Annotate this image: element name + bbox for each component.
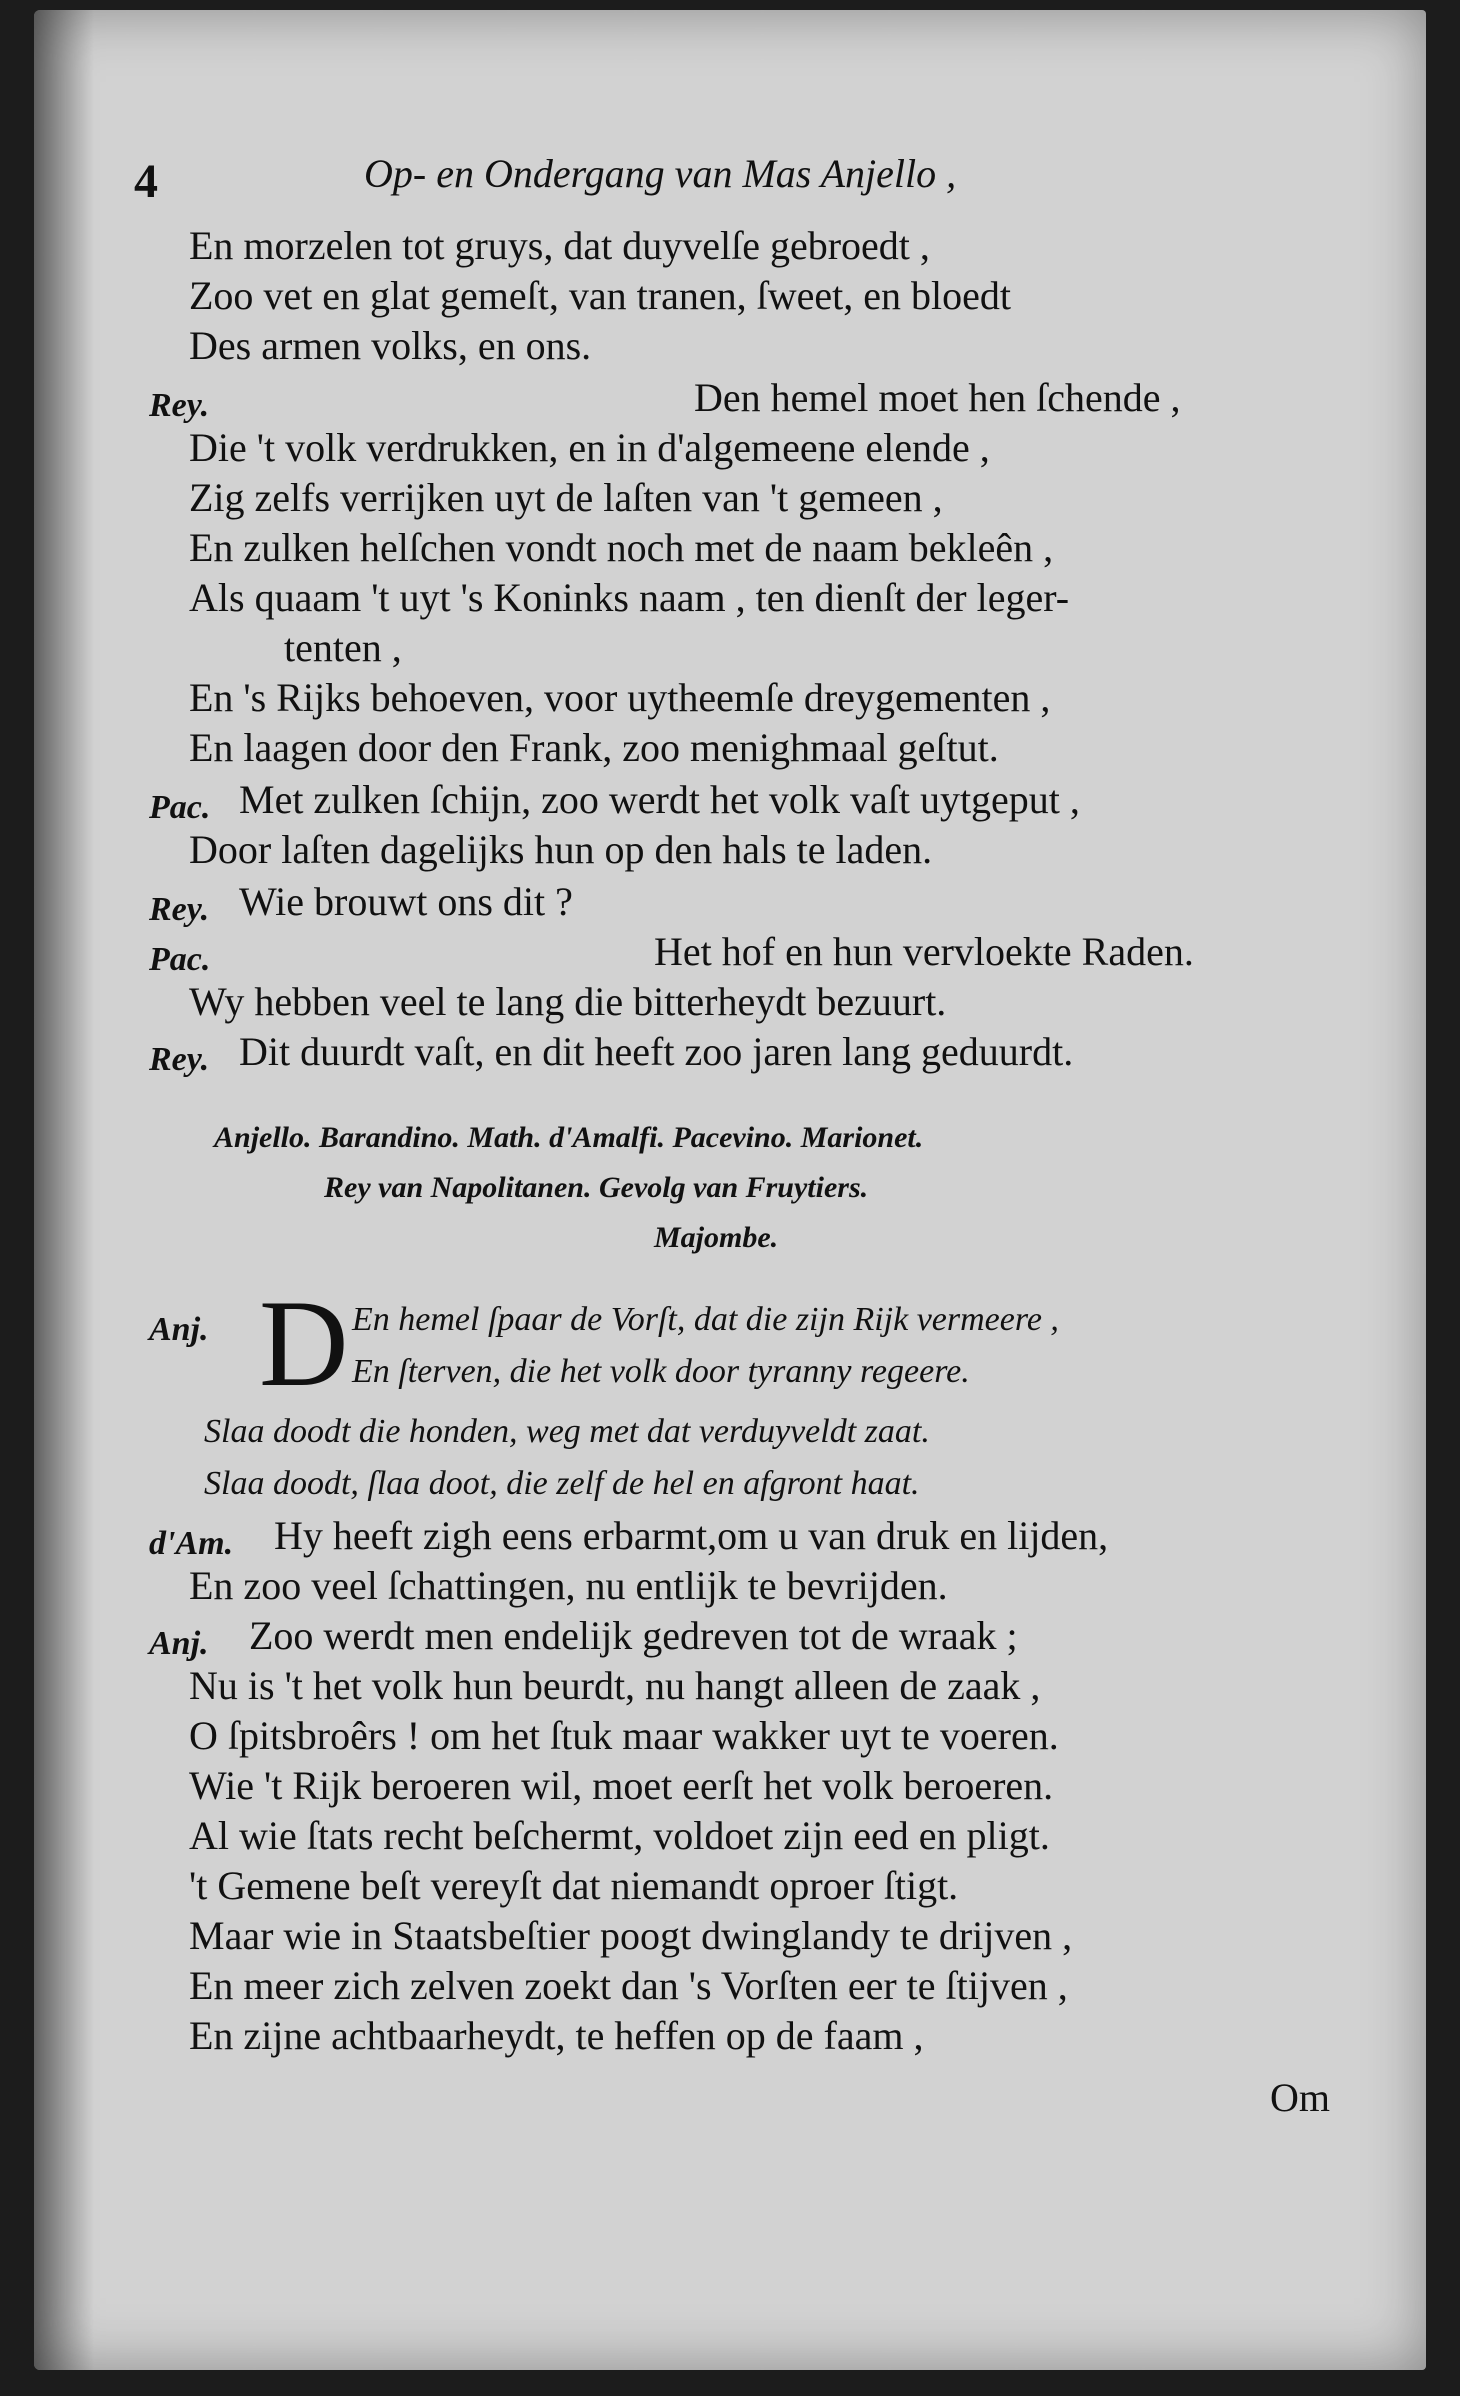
verse-line: Door laſten dagelijks hun op den hals te laden. <box>189 827 933 872</box>
verse-line: Maar wie in Staatsbeſtier poogt dwinglandy te drijven , <box>189 1913 1073 1958</box>
verse-line: Slaa doodt die honden, weg met dat verduyveldt zaat. <box>204 1413 930 1450</box>
cast-list-line: Majombe. <box>654 1221 779 1254</box>
verse-line: En 's Rijks behoeven, voor uytheemſe dreygementen , <box>189 675 1051 720</box>
verse-line: Zoo werdt men endelijk gedreven tot de wraak ; <box>249 1613 1018 1658</box>
verse-line: Hy heeft zigh eens erbarmt,om u van druk en lijden, <box>274 1513 1109 1558</box>
speaker-label: Pac. <box>149 789 211 826</box>
verse-line: 't Gemene beſt vereyſt dat niemandt oproer ſtigt. <box>189 1863 959 1908</box>
verse-line: Het hof en hun vervloekte Raden. <box>654 929 1194 974</box>
verse-line: Den hemel moet hen ſchende , <box>694 375 1181 420</box>
book-page <box>34 10 1426 2370</box>
verse-line: Des armen volks, en ons. <box>189 323 592 368</box>
verse-line: Zig zelfs verrijken uyt de laſten van 't gemeen , <box>189 475 943 520</box>
verse-line: Wie 't Rijk beroeren wil, moet eerſt het volk beroeren. <box>189 1763 1054 1808</box>
verse-line: Nu is 't het volk hun beurdt, nu hangt alleen de zaak , <box>189 1663 1041 1708</box>
verse-line: En laagen door den Frank, zoo menighmaal geſtut. <box>189 725 999 770</box>
speaker-label: Rey. <box>149 891 210 928</box>
catchword: Om <box>1270 2075 1330 2120</box>
verse-line: Wy hebben veel te lang die bitterheydt bezuurt. <box>189 979 947 1024</box>
cast-list-line: Rey van Napolitanen. Gevolg van Fruytiers. <box>324 1171 869 1204</box>
verse-line: Als quaam 't uyt 's Koninks naam , ten dienſt der leger- <box>189 575 1070 620</box>
speaker-label: Rey. <box>149 387 210 424</box>
verse-line: Die 't volk verdrukken, en in d'algemeene elende , <box>189 425 990 470</box>
cast-list-line: Anjello. Barandino. Math. d'Amalfi. Pacevino. Marionet. <box>214 1121 924 1154</box>
page-number: 4 <box>134 155 158 208</box>
verse-line: Slaa doodt, ſlaa doot, die zelf de hel en afgront haat. <box>204 1465 920 1502</box>
verse-line: En ſterven, die het volk door tyranny regeere. <box>352 1353 970 1390</box>
speaker-label: Pac. <box>149 941 211 978</box>
verse-line: En morzelen tot gruys, dat duyvelſe gebroedt , <box>189 223 930 268</box>
verse-line: O ſpitsbroêrs ! om het ſtuk maar wakker uyt te voeren. <box>189 1713 1059 1758</box>
verse-line: Met zulken ſchijn, zoo werdt het volk vaſt uytgeput , <box>239 777 1080 822</box>
verse-line: En zoo veel ſchattingen, nu entlijk te bevrijden. <box>189 1563 948 1608</box>
verse-line: Wie brouwt ons dit ? <box>239 879 573 924</box>
verse-line: En meer zich zelven zoekt dan 's Vorſten eer te ſtijven , <box>189 1963 1068 2008</box>
speaker-label: Anj. <box>149 1625 209 1662</box>
verse-line: Zoo vet en glat gemeſt, van tranen, ſweet, en bloedt <box>189 273 1011 318</box>
verse-line: tenten , <box>284 625 402 670</box>
verse-line: En hemel ſpaar de Vorſt, dat die zijn Rijk vermeere , <box>352 1301 1059 1338</box>
running-title: Op- en Ondergang van Mas Anjello , <box>364 151 957 196</box>
verse-line: En zijne achtbaarheydt, te heffen op de faam , <box>189 2013 924 2058</box>
speaker-label: Anj. <box>149 1311 209 1348</box>
verse-line: En zulken helſchen vondt noch met de naam bekleên , <box>189 525 1054 570</box>
speaker-label: Rey. <box>149 1041 210 1078</box>
drop-cap: D <box>259 1275 349 1412</box>
verse-line: Al wie ſtats recht beſchermt, voldoet zijn eed en pligt. <box>189 1813 1050 1858</box>
page-gutter-shadow <box>34 10 94 2370</box>
verse-line: Dit duurdt vaſt, en dit heeft zoo jaren lang geduurdt. <box>239 1029 1074 1074</box>
speaker-label: d'Am. <box>149 1525 234 1562</box>
